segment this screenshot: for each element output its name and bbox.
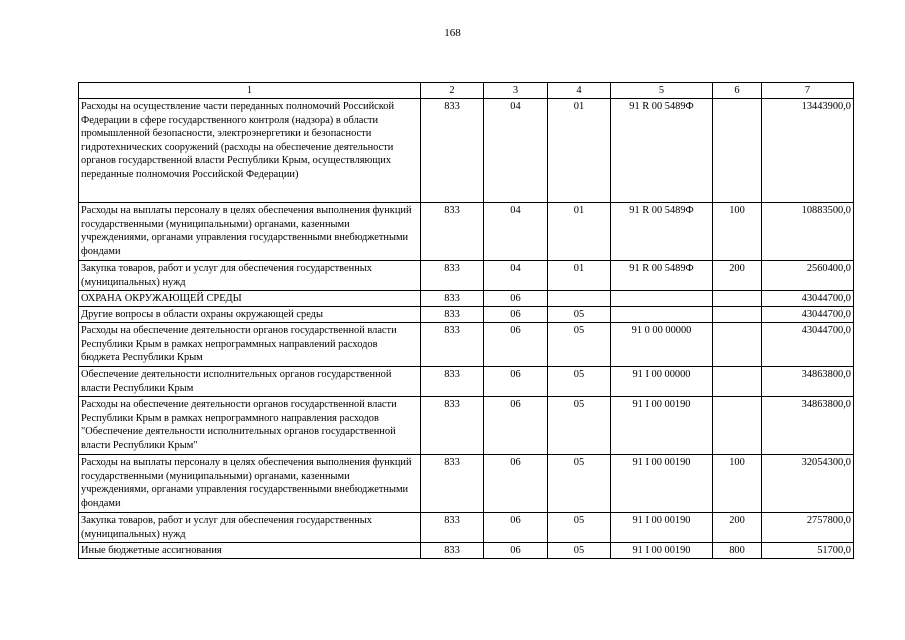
row-subsection-cell: 05 — [548, 455, 611, 513]
row-expense-type-cell: 200 — [713, 513, 762, 543]
row-expense-type-cell — [713, 397, 762, 455]
row-section-cell: 06 — [484, 455, 548, 513]
row-ministry-code-cell: 833 — [421, 203, 484, 261]
row-amount-cell: 10883500,0 — [762, 203, 854, 261]
row-ministry-code-cell: 833 — [421, 99, 484, 203]
row-subsection-cell: 05 — [548, 513, 611, 543]
row-ministry-code-cell: 833 — [421, 261, 484, 291]
row-expense-type-cell: 100 — [713, 203, 762, 261]
row-name-cell: Расходы на осуществление части переданных полномочий Российской Федерации в сфере государственного контроля (надзора) в области промышленной безопасности, электроэнергетики и безопасности гидротехнических сооружений (расходы на обеспечение деятельности органов государственной власти Республики Крым, осуществляющих переданные полномочия Российской Федерации) — [79, 99, 421, 203]
row-target-article-cell: 91 0 00 00000 — [611, 323, 713, 367]
row-subsection-cell — [548, 291, 611, 307]
row-section-cell: 04 — [484, 261, 548, 291]
row-subsection-cell: 01 — [548, 99, 611, 203]
table-header-row — [79, 83, 854, 99]
row-name-cell: Закупка товаров, работ и услуг для обеспечения государственных (муниципальных) нужд — [79, 513, 421, 543]
budget-table — [78, 82, 854, 559]
row-name-cell: Обеспечение деятельности исполнительных органов государственной власти Республики Крым — [79, 367, 421, 397]
table-row — [79, 397, 854, 455]
row-amount-cell: 2757800,0 — [762, 513, 854, 543]
row-section-cell: 06 — [484, 367, 548, 397]
row-section-cell: 06 — [484, 397, 548, 455]
row-subsection-cell: 05 — [548, 307, 611, 323]
row-target-article-cell — [611, 307, 713, 323]
row-target-article-cell: 91 I 00 00190 — [611, 455, 713, 513]
row-target-article-cell: 91 R 00 5489Ф — [611, 203, 713, 261]
header-col-2: 2 — [421, 83, 484, 99]
row-name-cell: Иные бюджетные ассигнования — [79, 543, 421, 559]
row-section-cell: 06 — [484, 307, 548, 323]
table-body — [79, 99, 854, 559]
row-amount-cell: 51700,0 — [762, 543, 854, 559]
row-name-cell: Закупка товаров, работ и услуг для обеспечения государственных (муниципальных) нужд — [79, 261, 421, 291]
row-amount-cell: 43044700,0 — [762, 307, 854, 323]
row-amount-cell: 43044700,0 — [762, 323, 854, 367]
row-amount-cell: 34863800,0 — [762, 367, 854, 397]
row-target-article-cell: 91 I 00 00190 — [611, 513, 713, 543]
table-row — [79, 99, 854, 203]
header-col-4: 4 — [548, 83, 611, 99]
row-ministry-code-cell: 833 — [421, 323, 484, 367]
row-name-cell: Расходы на обеспечение деятельности органов государственной власти Республики Крым в рамках непрограммных направлений расходов бюджета Республики Крым — [79, 323, 421, 367]
table-row — [79, 513, 854, 543]
row-section-cell: 06 — [484, 323, 548, 367]
row-name-cell: Расходы на выплаты персоналу в целях обеспечения выполнения функций государственными (муниципальными) органами, казенными учреждениями, органами управления государственными внебюджетными фондами — [79, 455, 421, 513]
row-name-cell: Другие вопросы в области охраны окружающей среды — [79, 307, 421, 323]
row-subsection-cell: 05 — [548, 543, 611, 559]
row-section-cell: 04 — [484, 203, 548, 261]
row-section-cell: 06 — [484, 543, 548, 559]
table-row — [79, 291, 854, 307]
table-row — [79, 367, 854, 397]
row-expense-type-cell: 100 — [713, 455, 762, 513]
row-subsection-cell: 01 — [548, 203, 611, 261]
header-col-7: 7 — [762, 83, 854, 99]
row-expense-type-cell — [713, 307, 762, 323]
row-target-article-cell — [611, 291, 713, 307]
row-ministry-code-cell: 833 — [421, 455, 484, 513]
row-target-article-cell: 91 R 00 5489Ф — [611, 261, 713, 291]
row-amount-cell: 13443900,0 — [762, 99, 854, 203]
row-amount-cell: 2560400,0 — [762, 261, 854, 291]
row-ministry-code-cell: 833 — [421, 367, 484, 397]
row-subsection-cell: 05 — [548, 323, 611, 367]
page-number: 168 — [444, 27, 461, 39]
header-col-3: 3 — [484, 83, 548, 99]
row-expense-type-cell — [713, 323, 762, 367]
row-name-cell: ОХРАНА ОКРУЖАЮЩЕЙ СРЕДЫ — [79, 291, 421, 307]
row-expense-type-cell — [713, 367, 762, 397]
row-expense-type-cell: 800 — [713, 543, 762, 559]
row-amount-cell: 34863800,0 — [762, 397, 854, 455]
row-target-article-cell: 91 I 00 00000 — [611, 367, 713, 397]
table-row — [79, 323, 854, 367]
row-expense-type-cell — [713, 99, 762, 203]
row-section-cell: 06 — [484, 513, 548, 543]
row-ministry-code-cell: 833 — [421, 291, 484, 307]
row-section-cell: 04 — [484, 99, 548, 203]
row-subsection-cell: 05 — [548, 397, 611, 455]
row-amount-cell: 32054300,0 — [762, 455, 854, 513]
row-ministry-code-cell: 833 — [421, 543, 484, 559]
row-target-article-cell: 91 I 00 00190 — [611, 543, 713, 559]
row-target-article-cell: 91 I 00 00190 — [611, 397, 713, 455]
header-col-6: 6 — [713, 83, 762, 99]
row-ministry-code-cell: 833 — [421, 397, 484, 455]
header-col-1: 1 — [79, 83, 421, 99]
row-subsection-cell: 05 — [548, 367, 611, 397]
row-amount-cell: 43044700,0 — [762, 291, 854, 307]
row-expense-type-cell — [713, 291, 762, 307]
header-col-5: 5 — [611, 83, 713, 99]
row-subsection-cell: 01 — [548, 261, 611, 291]
table-row — [79, 307, 854, 323]
row-name-cell: Расходы на обеспечение деятельности органов государственной власти Республики Крым в рамках непрограммного направления расходов "Обеспечение деятельности исполнительных органов государственной власти Республики Крым" — [79, 397, 421, 455]
table-row — [79, 455, 854, 513]
table-row — [79, 203, 854, 261]
row-ministry-code-cell: 833 — [421, 513, 484, 543]
row-section-cell: 06 — [484, 291, 548, 307]
table-row — [79, 261, 854, 291]
row-target-article-cell: 91 R 00 5489Ф — [611, 99, 713, 203]
row-ministry-code-cell: 833 — [421, 307, 484, 323]
table-row — [79, 543, 854, 559]
row-name-cell: Расходы на выплаты персоналу в целях обеспечения выполнения функций государственными (муниципальными) органами, казенными учреждениями, органами управления государственными внебюджетными фондами — [79, 203, 421, 261]
row-expense-type-cell: 200 — [713, 261, 762, 291]
